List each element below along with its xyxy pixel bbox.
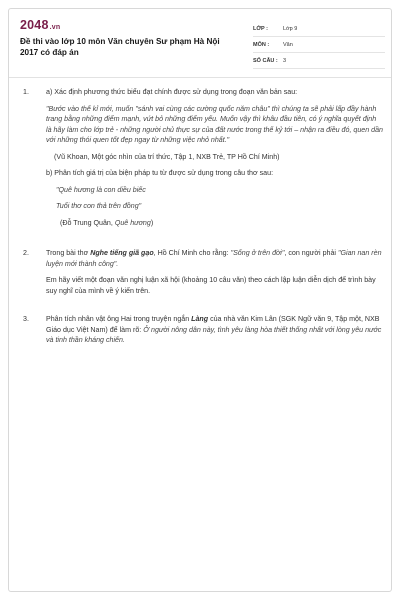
meta-label: MÔN : [253,41,270,48]
meta-row-class [253,21,385,37]
question-1a-source: (Vũ Khoan, Một góc nhìn của trí thức, Tập 1, NXB Trẻ, TP Hồ Chí Minh) [54,152,280,161]
question-2-task: Em hãy viết một đoạn văn nghị luận xã hội (khoảng 10 câu văn) theo cách lập luận diễn dịch để trình bày suy nghĩ của mình về ý kiến trên. [46,276,376,295]
question-1a-quote: "Bước vào thế kỉ mới, muốn "sánh vai cùng các cường quốc năm châu" thì chúng ta sẽ phải lấp đầy hành trang bằng những điểm mạnh, vứt bỏ những điểm yếu. Muốn vậy thì khâu đầu tiên, có ý nghĩa quyết định là hãy làm cho lớp trẻ - những người chủ thực sự của đất nước trong thế kỷ tới – nhận ra điều đó, quen dần với những thói quen tốt đẹp ngay từ những việc nhỏ nhất." [46,104,383,144]
question-number: 3. [23,315,29,323]
meta-value: Lớp 9 [283,25,298,32]
question-1 [23,87,383,228]
meta-value: Văn [283,41,293,48]
question-1b-source: (Đỗ Trung Quân, Quê hương) [60,218,154,227]
question-1b-prompt: b) Phân tích giá trị của biện pháp tu từ được sử dụng trong câu thơ sau: [46,169,274,177]
question-2 [23,248,383,296]
question-2-prompt: Trong bài thơ Nghe tiếng giã gạo, Hồ Chí Minh cho rằng: "Sống ở trên đời", con người phải "Gian nan rèn luyện mới thành công". [46,249,382,268]
meta-value: 3 [283,57,287,64]
question-1a-prompt: a) Xác định phương thức biểu đạt chính được sử dụng trong đoạn văn bản sau: [46,88,298,96]
meta-row-question-count [253,53,385,69]
question-number: 2. [23,249,29,257]
meta-row-subject [253,37,385,53]
site-logo[interactable]: 2048.vn [20,18,61,32]
document-header [9,9,392,71]
question-3 [23,314,383,346]
meta-label: SỐ CÂU : [253,57,278,64]
poem-line-2: Tuổi thơ con thả trên đồng" [56,202,142,210]
header-divider [9,77,392,78]
document-title: Đề thi vào lớp 10 môn Văn chuyên Sư phạm Hà Nội 2017 có đáp án [20,37,220,57]
meta-info [253,21,385,69]
question-3-prompt: Phân tích nhân vật ông Hai trong truyện ngắn Làng của nhà văn Kim Lân (SGK Ngữ văn 9, Tập một, NXB Giáo dục Việt Nam) để làm rõ: Ở người nông dân này, tình yêu làng hòa thiết thống nhất với lòng yêu nước và tinh thần kháng chiến. [46,315,382,344]
meta-label: LỚP : [253,25,268,32]
question-number: 1. [23,88,29,96]
poem-line-1: "Quê hương là con diều biếc [56,185,146,194]
document-page [8,8,392,592]
document-content [23,87,383,352]
